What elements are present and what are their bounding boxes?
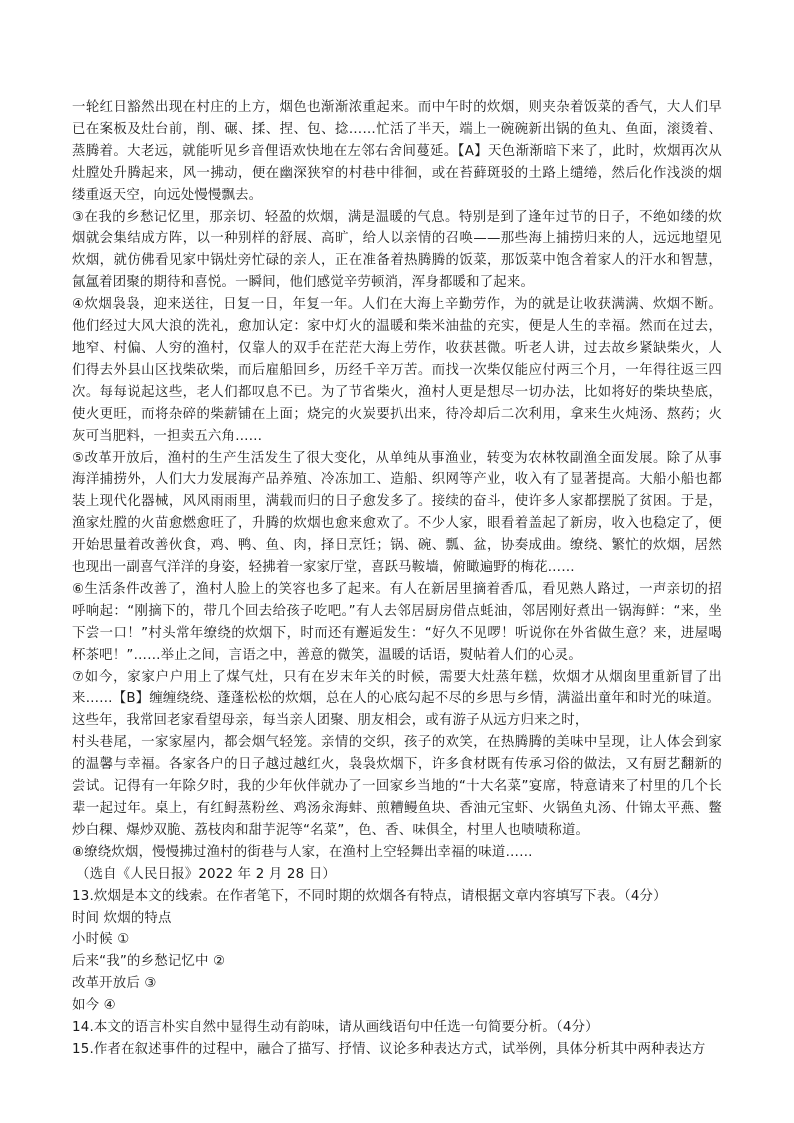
- paragraph-7-line: 这些年，我常回老家看望母亲，每当亲人团聚、朋友相会，或有游子从远方归来之时，: [72, 713, 589, 729]
- question-13: 13.炊烟是本文的线索。在作者笔下，不同时期的炊烟各有特点，请根据文章内容填写下表。（4分）: [72, 888, 667, 904]
- table-header: 时间 炊烟的特点: [72, 910, 172, 926]
- article-source: （选自《人民日报》2022 年 2 月 28 日）: [76, 866, 336, 882]
- paragraph-6: ⑥生活条件改善了，渔村人脸上的笑容也多了起来。有人在新居里摘着香瓜，看见熟人路过，一声亲切的招呼响起：“刚摘下的，带几个回去给孩子吃吧。”有人去邻居厨房借点蚝油，邻居刚好煮出一锅海鲜：“来，坐下尝一口！”村头常年缭绕的炊烟下，时而还有邂逅发生：“好久不见啰！听说你在外省做生意？来，进屋喝杯茶吧！”……举止之间，言语之中，善意的微笑，温暖的话语，熨帖着人们的心灵。: [72, 581, 722, 663]
- question-15: 15.作者在叙述事件的过程中，融合了描写、抒情、议论多种表达方式，试举例，具体分析其中两种表达方: [72, 1041, 706, 1057]
- document-page: [72, 97, 722, 1061]
- paragraph-3: ③在我的乡愁记忆里，那亲切、轻盈的炊烟，满是温暖的气息。特别是到了逢年过节的日子，不绝如缕的炊烟就会集结成方阵，以一种别样的舒展、高旷，给人以亲情的召唤——那些海上捕捞归来的人，远远地望见炊烟，就仿佛看见家中锅灶旁忙碌的亲人，正在准备着热腾腾的饭菜，那饭菜中饱含着家人的汗水和智慧，氤氲着团聚的期待和喜悦。一瞬间，他们感觉辛劳顿消，浑身都暖和了起来。: [72, 209, 722, 291]
- table-row: 后来“我”的乡愁记忆中 ②: [72, 954, 226, 970]
- table-row: 如今 ④: [72, 998, 116, 1014]
- paragraph-8: ⑧缭绕炊烟，慢慢拂过渔村的街巷与人家，在渔村上空轻舞出幸福的味道……: [72, 844, 533, 860]
- paragraph-7: ⑦如今，家家户户用上了煤气灶，只有在岁末年关的时候，需要大灶蒸年糕，炊烟才从烟囱里重新冒了出来……【B】缠缠绕绕、蓬蓬松松的炊烟，总在人的心底勾起不尽的乡思与乡情，满溢出童年和时光的味道。: [72, 669, 722, 707]
- table-row: 改革开放后 ③: [72, 976, 157, 992]
- question-14: 14.本文的语言朴实自然中显得生动有韵味，请从画线语句中任选一句简要分析。（4分）: [72, 1020, 599, 1036]
- paragraph-2-continued: 一轮红日豁然出现在村庄的上方，烟色也渐渐浓重起来。而中午时的炊烟，则夹杂着饭菜的香气，大人们早已在案板及灶台前，削、碾、揉、捏、包、捻……忙活了半天，端上一碗碗新出锅的鱼丸、鱼面，滚烫着、蒸腾着。大老远，就能听见乡音俚语欢快地在左邻右舍间蔓延。【A】天色渐渐暗下来了，此时，炊烟再次从灶膛处升腾起来，风一拂动，便在幽深狭窄的村巷中徘徊，或在苔藓斑驳的土路上缱绻，然后化作浅淡的烟缕重返天空，向远处慢慢飘去。: [72, 100, 722, 203]
- paragraph-7-continued: 村头巷尾，一家家屋内，都会烟气轻笼。亲情的交织，孩子的欢笑，在热腾腾的美味中呈现，让人体会到家的温馨与幸福。各家各户的日子越过越红火，袅袅炊烟下，许多食材既有传承习俗的做法，又有厨艺翻新的尝试。记得有一年除夕时，我的少年伙伴就办了一回家乡当地的“十大名菜”宴席，特意请来了村里的几个长辈一起过年。桌上，有红鲟蒸粉丝、鸡汤汆海蚌、煎糟鳗鱼块、香油元宝虾、火锅鱼丸汤、什锦太平燕、鳖炒白稞、爆炒双脆、荔枝肉和甜芋泥等“名菜”，色、香、味俱全，村里人也啧啧称道。: [72, 735, 722, 838]
- paragraph-5: ⑤改革开放后，渔村的生产生活发生了很大变化，从单纯从事渔业，转变为农林牧副渔全面发展。除了从事海洋捕捞外，人们大力发展海产品养殖、冷冻加工、造船、织网等产业，收入有了显著提高。大船小船也都装上现代化器械，风风雨雨里，满载而归的日子愈发多了。接续的奋斗，使许多人家都摆脱了贫困。于是，渔家灶膛的火苗愈燃愈旺了，升腾的炊烟也愈来愈欢了。不少人家，眼看着盖起了新房，收入也稳定了，便开始思量着改善伙食，鸡、鸭、鱼、肉，择日烹饪；锅、碗、瓢、盆，协奏成曲。缭绕、繁忙的炊烟，居然也现出一副喜气洋洋的身姿，轻拂着一家家厅堂，喜跃马鞍墙，俯瞰遍野的梅花……: [72, 450, 722, 576]
- paragraph-4: ④炊烟袅袅，迎来送往，日复一日，年复一年。人们在大海上辛勤劳作，为的就是让收获满满、炊烟不断。他们经过大风大浪的洗礼，愈加认定：家中灯火的温暖和柴米油盐的充实，便是人生的幸福。然而在过去，地窄、村偏、人穷的渔村，仅靠人的双手在茫茫大海上劳作，收获甚微。听老人讲，过去故乡紧缺柴火，人们得去外县山区找柴砍柴，而后雇船回乡，历经千辛万苦。而找一次柴仅能应付两三个月，一年得往返三四次。每每说起这些，老人们都叹息不已。为了节省柴火，渔村人更是想尽一切办法，比如将好的柴块垫底，使火更旺，而将杂碎的柴薪铺在上面；烧完的火炭要扒出来，待冷却后二次利用，拿来生火炖汤、熬药；火灰可当肥料，一担卖五六角……: [72, 297, 722, 444]
- table-row: 小时候 ①: [72, 932, 130, 948]
